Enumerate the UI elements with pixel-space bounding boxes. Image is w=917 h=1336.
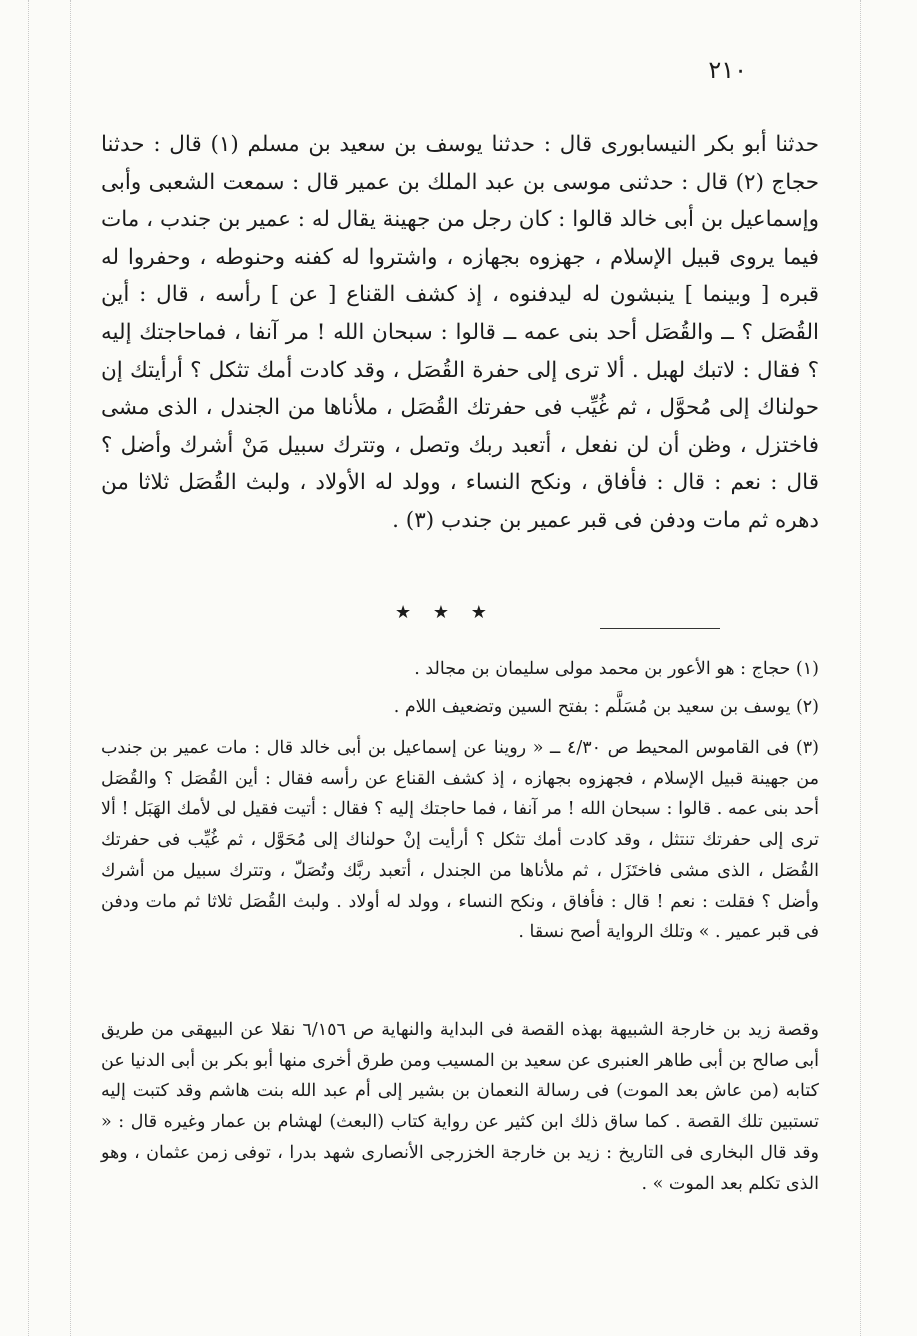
section-separator: ★ ★ ★ bbox=[395, 602, 495, 623]
scan-margin-line bbox=[28, 0, 29, 1336]
footnote-rule bbox=[600, 628, 720, 629]
main-text bbox=[101, 126, 819, 540]
scan-margin-line bbox=[860, 0, 861, 1336]
footnote-3: (٣) فى القاموس المحيط ص ٤/٣٠ ــ « روينا عن إسماعيل بن أبى خالد قال : مات عمير بن جندب من جهينة قبيل الإسلام ، فجهزوه بجهازه ، إذ كشف القناع عن رأسه فقال : أين القُصَل ؟ والقُصَل أحد بنى عمه . قالوا : سبحان الله ! مر آنفا ، فما حاجتك إليه ؟ فقال : أتيت فقيل لى لأمك الهَبَل ! ألا ترى إلى حفرتك تنتثل ، وقد كادت أمك تثكل ؟ أرأيت إنْ حولناك إلى مُحَوَّل ، ثم غُيِّب فى حفرتك القُصَل ، الذى مشى فاختَزَل ، ثم ملأناها من الجندل ، أتعبد ربَّك وتُصَلّ ، وتترك سبيل من أشرك وأضل ؟ فقلت : نعم ! قال : فأفاق ، ونكح النساء ، وولد له أولاد . ولبث القُصَل ثلاثا ثم مات ودفن فى قبر عمير . » وتلك الرواية أصح نسقا . bbox=[101, 738, 819, 943]
footnote-1: (١) حجاج : هو الأعور بن محمد مولى سليمان بن مجالد . bbox=[414, 659, 819, 679]
scan-margin-line bbox=[70, 0, 71, 1336]
footnote-3-continued: وقصة زيد بن خارجة الشبيهة بهذه القصة فى البداية والنهاية ص ٦/١٥٦ نقلا عن البيهقى من طريق أبى صالح بن أبى طاهر العنبرى عن سعيد بن المسيب ومن طرق أخرى منها أبو بكر بن أبى الدنيا عن كتابه (من عاش بعد الموت) فى رسالة النعمان بن بشير إلى أم عبد الله بنت هاشم وقد كتبت إليه تستبين تلك القصة . كما ساق ذلك ابن كثير عن رواية كتاب (البعث) لهشام بن عمار وغيره قال : « وقد قال البخارى فى التاريخ : زيد بن خارجة الخزرجى الأنصارى شهد بدرا ، توفى زمن عثمان ، وهو الذى تكلم بعد الموت » . bbox=[101, 1020, 819, 1194]
page-number: ٢١٠ bbox=[708, 56, 747, 84]
footnote-2: (٢) يوسف بن سعيد بن مُسَلَّم : بفتح السين وتضعيف اللام . bbox=[393, 697, 819, 717]
main-paragraph: حدثنا أبو بكر النيسابورى قال : حدثنا يوسف بن سعيد بن مسلم (١) قال : حدثنا حجاج (٢) قال : حدثنى موسى بن عبد الملك بن عمير قال : سمعت الشعبى وأبى وإسماعيل بن أبى خالد قالوا : كان رجل من جهينة يقال له : عمير بن جندب ، مات فيما يروى قبيل الإسلام ، جهزوه بجهازه ، واشتروا له كفنه وحنوطه ، وحفروا له قبره [ وبينما ] ينبشون له ليدفنوه ، إذ كشف القناع [ عن ] رأسه ، قال : أين القُصَل ؟ ــ والقُصَل أحد بنى عمه ــ قالوا : سبحان الله ! مر آنفا ، فماحاجتك إليه ؟ فقال : لاتبك لهبل . ألا ترى إلى حفرة القُصَل ، وقد كادت أمك تثكل ؟ أرأيتك إن حولناك إلى مُحوَّل ، ثم غُيِّب فى حفرتك القُصَل ، ملأناها من الجندل ، الذى مشى فاختزل ، وظن أن لن نفعل ، أتعبد ربك وتصل ، وتترك سبيل مَنْ أشرك وأضل ؟ قال : نعم : قال : فأفاق ، ونكح النساء ، وولد له الأولاد ، ولبث القُصَل ثلاثا من دهره ثم مات ودفن فى قبر عمير بن جندب (٣) . bbox=[101, 132, 819, 533]
